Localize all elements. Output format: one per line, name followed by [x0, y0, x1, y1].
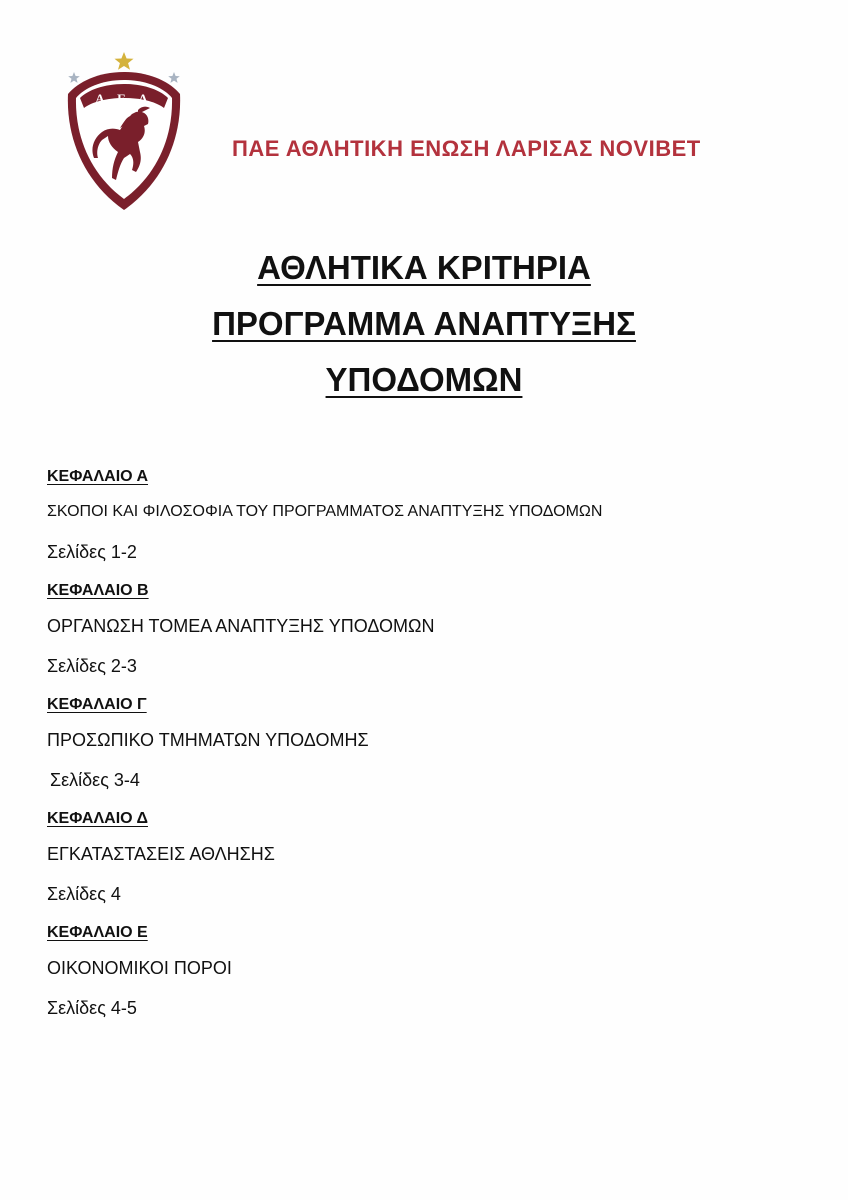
chapter-e — [47, 918, 807, 1032]
chapter-pages: Σελίδες 1-2 — [47, 542, 137, 562]
chapter-b — [47, 576, 807, 690]
title-line-3: ΥΠΟΔΟΜΩΝ — [325, 361, 523, 398]
chapter-c — [47, 690, 807, 804]
chapter-title: ΣΚΟΠΟΙ ΚΑΙ ΦΙΛΟΣΟΦΙΑ ΤΟΥ ΠΡΟΓΡΑΜΜΑΤΟΣ ΑΝΑΠΤΥΞΗΣ ΥΠΟΔΟΜΩΝ — [47, 503, 603, 520]
chapter-heading: ΚΕΦΑΛΑΙΟ Ε — [47, 924, 148, 941]
title-line-1: ΑΘΛΗΤΙΚΑ ΚΡΙΤΗΡΙΑ — [257, 249, 591, 286]
chapter-d — [47, 804, 807, 918]
svg-text:Α Ε Λ: Α Ε Λ — [95, 91, 153, 106]
chapter-pages: Σελίδες 4 — [47, 884, 121, 904]
chapter-title: ΕΓΚΑΤΑΣΤΑΣΕΙΣ ΑΘΛΗΣΗΣ — [47, 844, 275, 864]
club-name-heading: ΠΑΕ ΑΘΛΗΤΙΚΗ ΕΝΩΣΗ ΛΑΡΙΣΑΣ NOVIBET — [232, 136, 701, 161]
chapter-a — [47, 462, 807, 576]
chapter-heading: ΚΕΦΑΛΑΙΟ Α — [47, 468, 149, 485]
chapter-pages: Σελίδες 3-4 — [50, 770, 140, 790]
silver-star-right-icon — [168, 72, 180, 83]
chapter-title: ΟΙΚΟΝΟΜΙΚΟΙ ΠΟΡΟΙ — [47, 958, 232, 978]
chapter-pages: Σελίδες 4-5 — [47, 998, 137, 1018]
chapter-heading: ΚΕΦΑΛΑΙΟ Γ — [47, 696, 147, 713]
chapter-title: ΠΡΟΣΩΠΙΚΟ ΤΜΗΜΑΤΩΝ ΥΠΟΔΟΜΗΣ — [47, 730, 369, 750]
club-crest-logo — [58, 48, 190, 214]
chapter-heading: ΚΕΦΑΛΑΙΟ Β — [47, 582, 149, 599]
silver-star-left-icon — [68, 72, 80, 83]
table-of-contents — [47, 462, 807, 1032]
chapter-title: ΟΡΓΑΝΩΣΗ ΤΟΜΕΑ ΑΝΑΠΤΥΞΗΣ ΥΠΟΔΟΜΩΝ — [47, 616, 435, 636]
chapter-pages: Σελίδες 2-3 — [47, 656, 137, 676]
document-title — [0, 240, 848, 408]
gold-star-icon — [115, 52, 134, 70]
title-line-2: ΠΡΟΓΡΑΜΜΑ ΑΝΑΠΤΥΞΗΣ — [212, 305, 636, 342]
chapter-heading: ΚΕΦΑΛΑΙΟ Δ — [47, 810, 148, 827]
